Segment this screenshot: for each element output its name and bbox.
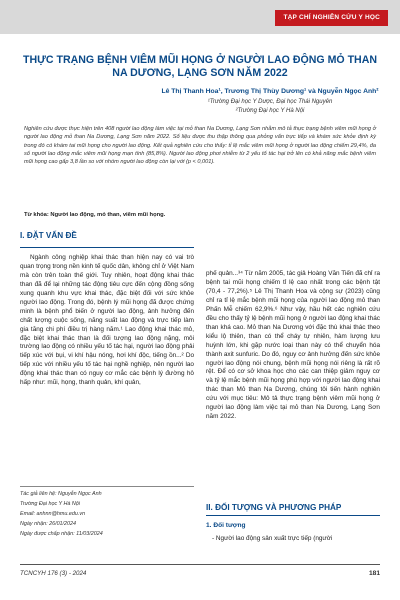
intro-text-right: phế quản...³⁴ Từ năm 2005, tác giả Hoàng Văn Tiến đã chỉ ra bệnh tai mũi họng chiếm tỉ lệ cao nhất trong các bệnh tật (70,4 - 77,2%).⁵ Lê Thị Thanh Hoa và cộng sự (2023) cũng chỉ ra tỉ lệ mắc bệnh mũi họng của người lao động mỏ than Phấn Mễ chiếm 62,9%.⁶ Như vậy, hầu hết các nghiên cứu đều cho thấy tỷ lệ bệnh mũi họng ở người lao động khai thác than khá cao. Mỏ than Na Dương với đặc thù khai thác theo kiểu lộ thiên, than có thể cháy tự nhiên, hàm lượng lưu huỳnh lớn, khi gặp nước loại than này có thể chuyển hóa thành axit sunfuric. Do đó, nguy cơ ảnh hưởng đến sức khỏe người lao động nói chung, bệnh mũi họng nói riêng là rất rõ rệt. Để có cơ sở khoa học cho các can thiệp giảm nguy cơ và tỷ lệ mắc bệnh mũi họng phù hợp với người lao động khai thác than Mỏ than Na Dương, chúng tôi tiến hành nghiên cứu với mục tiêu: Mô tả thực trạng bệnh viêm mũi họng ở người lao động làm việc tại mỏ than Na Dương, Lạng Sơn năm 2022. (206, 270, 380, 421)
footnote-rule (20, 486, 194, 487)
page-number: 181 (368, 570, 380, 577)
intro-text-left: Ngành công nghiệp khai thác than hiện nay có vai trò quan trọng trong nền kinh tế quốc dân, không chỉ ở Việt Nam mà còn trên toàn thế giới. Tuy nhiên, hoạt động khai thác than đã để lại những tác động tiêu cực đến cộng đồng sống xung quanh khu vực khai thác, đặc biệt đối với sức khỏe người lao động. Trong đó, bệnh lý mũi họng đã được chứng minh là bệnh phổ biến ở người lao động, ảnh hưởng đến chất lượng cuộc sống, năng suất lao động và trực tiếp làm gia tăng chi phí điều trị hàng năm.¹ Lao động khai thác mỏ, đặc biệt khai thác than là đối tượng lao động nặng, môi trường lao động có nhiều yếu tố tác hại, người lao động phải tiếp xúc với bụi, vi khí hậu nóng, hơi khí độc, tiếng ồn...² Do tiếp xúc với nhiều yếu tố tác hại nghề nghiệp, nên người lao động khai thác than có nguy cơ mắc các bệnh lý đường hô hấp như: mũi, họng, thanh quản, khí quản, (20, 253, 194, 387)
journal-tab: TẠP CHÍ NGHIÊN CỨU Y HỌC (275, 10, 388, 26)
section-rule (206, 515, 380, 516)
affiliation-1: ¹Trường Đại học Y Dược, Đại học Thái Nguyên (207, 99, 333, 105)
author-list: Lê Thị Thanh Hoa¹, Trương Thị Thùy Dương¹ và Nguyễn Ngọc Anh² (161, 88, 379, 95)
keywords: Từ khóa: Người lao động, mỏ than, viêm mũi họng. (24, 212, 166, 218)
methods-text (206, 535, 380, 544)
article-title: THỰC TRẠNG BỆNH VIÊM MŨI HỌNG Ở NGƯỜI LAO ĐỘNG MỎ THAN NA DƯƠNG, LẠNG SƠN NĂM 2022 (22, 54, 378, 79)
footnote-email: Email: anhnn@hmu.edu.vn (20, 511, 86, 517)
footer-rule (20, 564, 380, 565)
footnote-received: Ngày nhận: 26/01/2024 (20, 521, 77, 527)
methods-heading: II. ĐỐI TƯỢNG VÀ PHƯƠNG PHÁP (206, 503, 342, 512)
right-column (206, 270, 380, 422)
left-column (20, 232, 194, 388)
subsection-heading: 1. Đối tượng (206, 522, 246, 529)
abstract: Nghiên cứu được thực hiện trên 408 người lao động làm việc tại mỏ than Na Dương, Lạng Sơn nhằm mô tả thực trạng bệnh viêm mũi họng ở người lao động mỏ than Na Dương, Lạng Sơn năm 2022. Số liệu được thu thập thông qua phỏng vấn trực tiếp và khám sức khỏe định kỳ trong đó có khám tai mũi họng cho người lao động. Kết quả nghiên cứu cho thấy: tỉ lệ mắc viêm mũi họng ở người lao động chiếm 29,4%, đa số người lao động mắc viêm mũi họng mạn tính (85,8%). Người lao động phơi nhiễm từ 2 yếu tố tác hại trở lên có khả năng mắc bệnh viêm mũi họng cao gấp 3,8 lần so với nhóm người lao động còn lại với (p < 0,001). (24, 126, 376, 166)
affiliation-2: ²Trường Đại học Y Hà Nội (235, 108, 305, 114)
methods-first-line: - Người lao động sản xuất trực tiếp (người (212, 535, 333, 542)
intro-heading: I. ĐẶT VẤN ĐỀ (20, 231, 77, 240)
footnote-accepted: Ngày được chấp nhận: 11/03/2024 (20, 531, 103, 537)
footnote-affiliation: Trường Đại học Y Hà Nội (20, 501, 81, 507)
journal-issue: TCNCYH 176 (3) - 2024 (20, 570, 87, 577)
footnote-author: Tác giả liên hệ: Nguyễn Ngọc Anh (20, 491, 102, 497)
section-rule (20, 247, 194, 248)
